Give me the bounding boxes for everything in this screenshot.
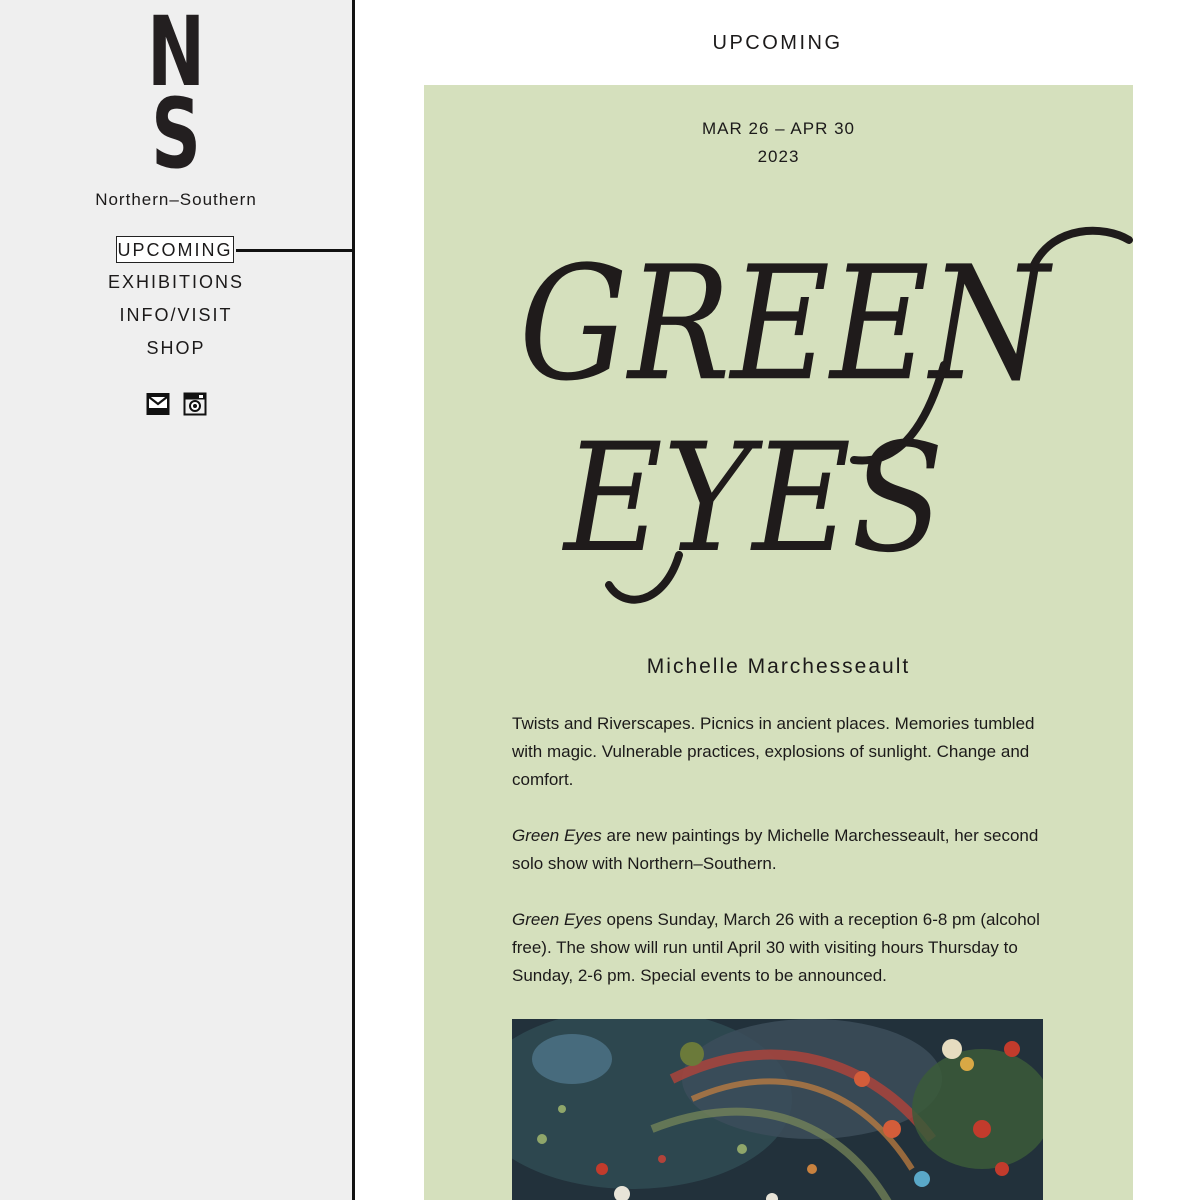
- logo-letter-n: N: [147, 0, 205, 108]
- title-emphasis: Green Eyes: [512, 826, 602, 845]
- main-content: [355, 0, 1200, 1200]
- description-paragraph-2: [512, 822, 1047, 878]
- sidebar: [0, 0, 355, 1200]
- description-paragraph-3-text: opens Sunday, March 26 with a reception 6-8 pm (alcohol free). The show will run until April 30 with visiting hours Thursday to Sunday, 2-6 pm. Special events to be announced.: [512, 910, 1040, 985]
- page-title: UPCOMING: [712, 32, 843, 54]
- nav-item-info-visit[interactable]: INFO/VISIT: [119, 305, 233, 325]
- nav-item-shop[interactable]: SHOP: [146, 338, 206, 358]
- site-name[interactable]: Northern–Southern: [95, 190, 257, 209]
- mail-icon[interactable]: [146, 392, 170, 416]
- description-paragraph-2-text: are new paintings by Michelle Marchesseault, her second solo show with Northern–Southern.: [512, 826, 1039, 873]
- exhibition-title-line1: GREEN: [519, 232, 1053, 417]
- exhibition-title-line2: EYES: [561, 412, 944, 586]
- description-paragraph-1: Twists and Riverscapes. Picnics in ancient places. Memories tumbled with magic. Vulnerable practices, explosions of sunlight. Change and comfort.: [512, 714, 1035, 789]
- logo-letter-s: S: [151, 78, 201, 190]
- instagram-icon[interactable]: [183, 392, 207, 416]
- exhibition-description: [512, 710, 1047, 1018]
- exhibition-panel: [424, 85, 1133, 1200]
- exhibition-dates: [424, 115, 1133, 171]
- exhibition-painting-image[interactable]: [512, 1019, 1043, 1200]
- painting-artwork: [512, 1019, 1043, 1200]
- exhibition-title-artwork: [424, 205, 1133, 605]
- exhibition-date-range: MAR 26 – APR 30: [702, 119, 855, 138]
- nav-item-upcoming[interactable]: UPCOMING: [116, 236, 234, 263]
- title-emphasis: Green Eyes: [512, 910, 602, 929]
- description-paragraph-3: [512, 906, 1047, 990]
- exhibition-year: 2023: [757, 147, 800, 166]
- nav-item-exhibitions[interactable]: EXHIBITIONS: [107, 272, 245, 292]
- nav-active-connector: [236, 249, 353, 252]
- artist-name: Michelle Marchesseault: [646, 655, 911, 678]
